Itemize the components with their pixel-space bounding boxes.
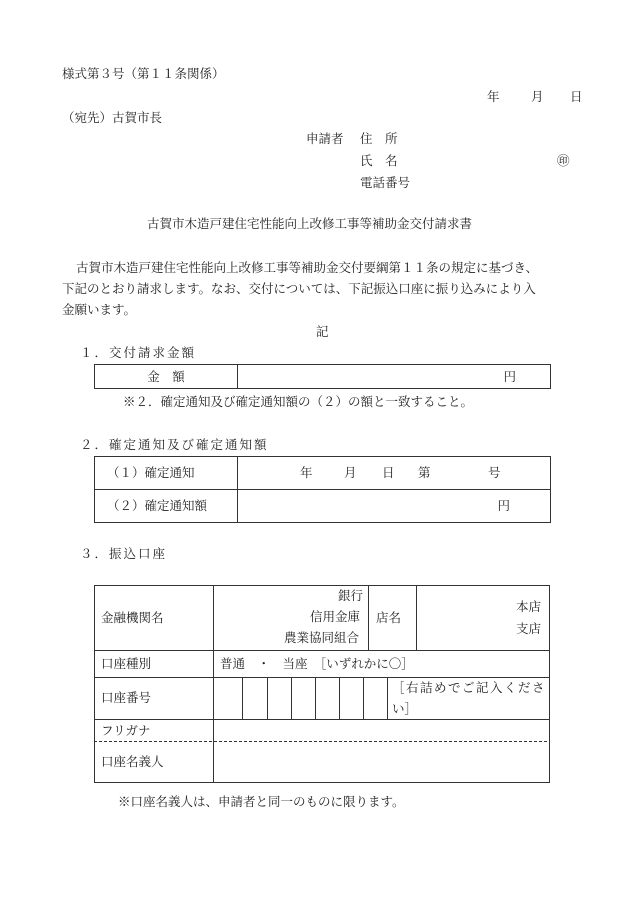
institution-type-nokyo: 農業協同組合: [284, 630, 360, 645]
amount-unit: 円: [503, 368, 516, 384]
furigana-label: フリガナ: [101, 723, 151, 738]
date-month-label: 月: [531, 89, 544, 104]
confirm-day-label: 日: [382, 465, 395, 480]
body-line-1: 古賀市木造戸建住宅性能向上改修工事等補助金交付要綱第１１条の規定に基づき、: [76, 260, 539, 275]
document-title: 古賀市木造戸建住宅性能向上改修工事等補助金交付請求書: [147, 216, 473, 231]
section1-heading: １．交付請求金額: [80, 345, 197, 360]
account-type-value[interactable]: 普通 ・ 当座 ［いずれかに〇］: [220, 656, 414, 671]
account-type-label: 口座種別: [101, 656, 152, 671]
name-label: 氏 名: [360, 153, 398, 168]
branch-type-main: 本店: [516, 599, 542, 614]
institution-type-shinkin: 信用金庫: [310, 609, 361, 624]
phone-label: 電話番号: [360, 175, 411, 190]
date-day-label: 日: [570, 89, 583, 104]
section2-heading: ２．確定通知及び確定通知額: [80, 437, 269, 452]
bank-account-form: [94, 585, 550, 783]
body-line-2: 下記のとおり請求します。なお、交付については、下記振込口座に振り込みにより入: [62, 281, 536, 296]
account-number-note-1: ［右詰めでご記入くださ: [392, 680, 547, 695]
institution-label: 金融機関名: [101, 610, 164, 625]
furigana-field[interactable]: [214, 720, 549, 741]
amount-table: [94, 364, 551, 389]
seal-mark: ㊞: [557, 153, 570, 168]
account-number-field[interactable]: [243, 678, 387, 719]
institution-type-bank: 銀行: [338, 588, 364, 603]
confirm-year-label: 年: [300, 465, 313, 480]
section3-heading: ３．振込口座: [80, 546, 168, 561]
amount-label: 金 額: [95, 365, 238, 389]
ki-mark: 記: [316, 324, 329, 339]
account-holder-field[interactable]: [214, 742, 549, 782]
confirm-month-label: 月: [344, 465, 357, 480]
applicant-label: 申請者: [306, 131, 344, 146]
account-number-note-2: い］: [392, 701, 418, 716]
form-number: 様式第３号（第１１条関係）: [62, 66, 225, 81]
date-year-label: 年: [487, 89, 500, 104]
confirmation-table: [94, 456, 551, 523]
body-line-3: 金願います。: [62, 302, 137, 317]
branch-type-sub: 支店: [516, 621, 542, 636]
amount-field[interactable]: [238, 365, 551, 389]
section3-note: ※口座名義人は、申請者と同一のものに限ります。: [118, 794, 405, 809]
confirmation-amount-field[interactable]: [238, 490, 551, 523]
branch-label: 店名: [376, 610, 402, 625]
confirm-go-label: 号: [488, 465, 501, 480]
confirm-dai-label: 第: [418, 465, 431, 480]
confirmation-notice-field[interactable]: [238, 457, 551, 490]
account-holder-label: 口座名義人: [101, 754, 164, 769]
confirmation-amount-unit: 円: [497, 498, 510, 513]
address-label: 住 所: [360, 131, 398, 146]
branch-field[interactable]: [417, 586, 549, 650]
account-number-label: 口座番号: [101, 690, 152, 705]
confirmation-amount-label: （２）確定通知額: [95, 490, 238, 523]
section1-note: ※２．確定通知及び確定通知額の（２）の額と一致すること。: [123, 394, 474, 409]
confirmation-notice-label: （１）確定通知: [95, 457, 238, 490]
addressee: （宛先）古賀市長: [62, 110, 163, 125]
